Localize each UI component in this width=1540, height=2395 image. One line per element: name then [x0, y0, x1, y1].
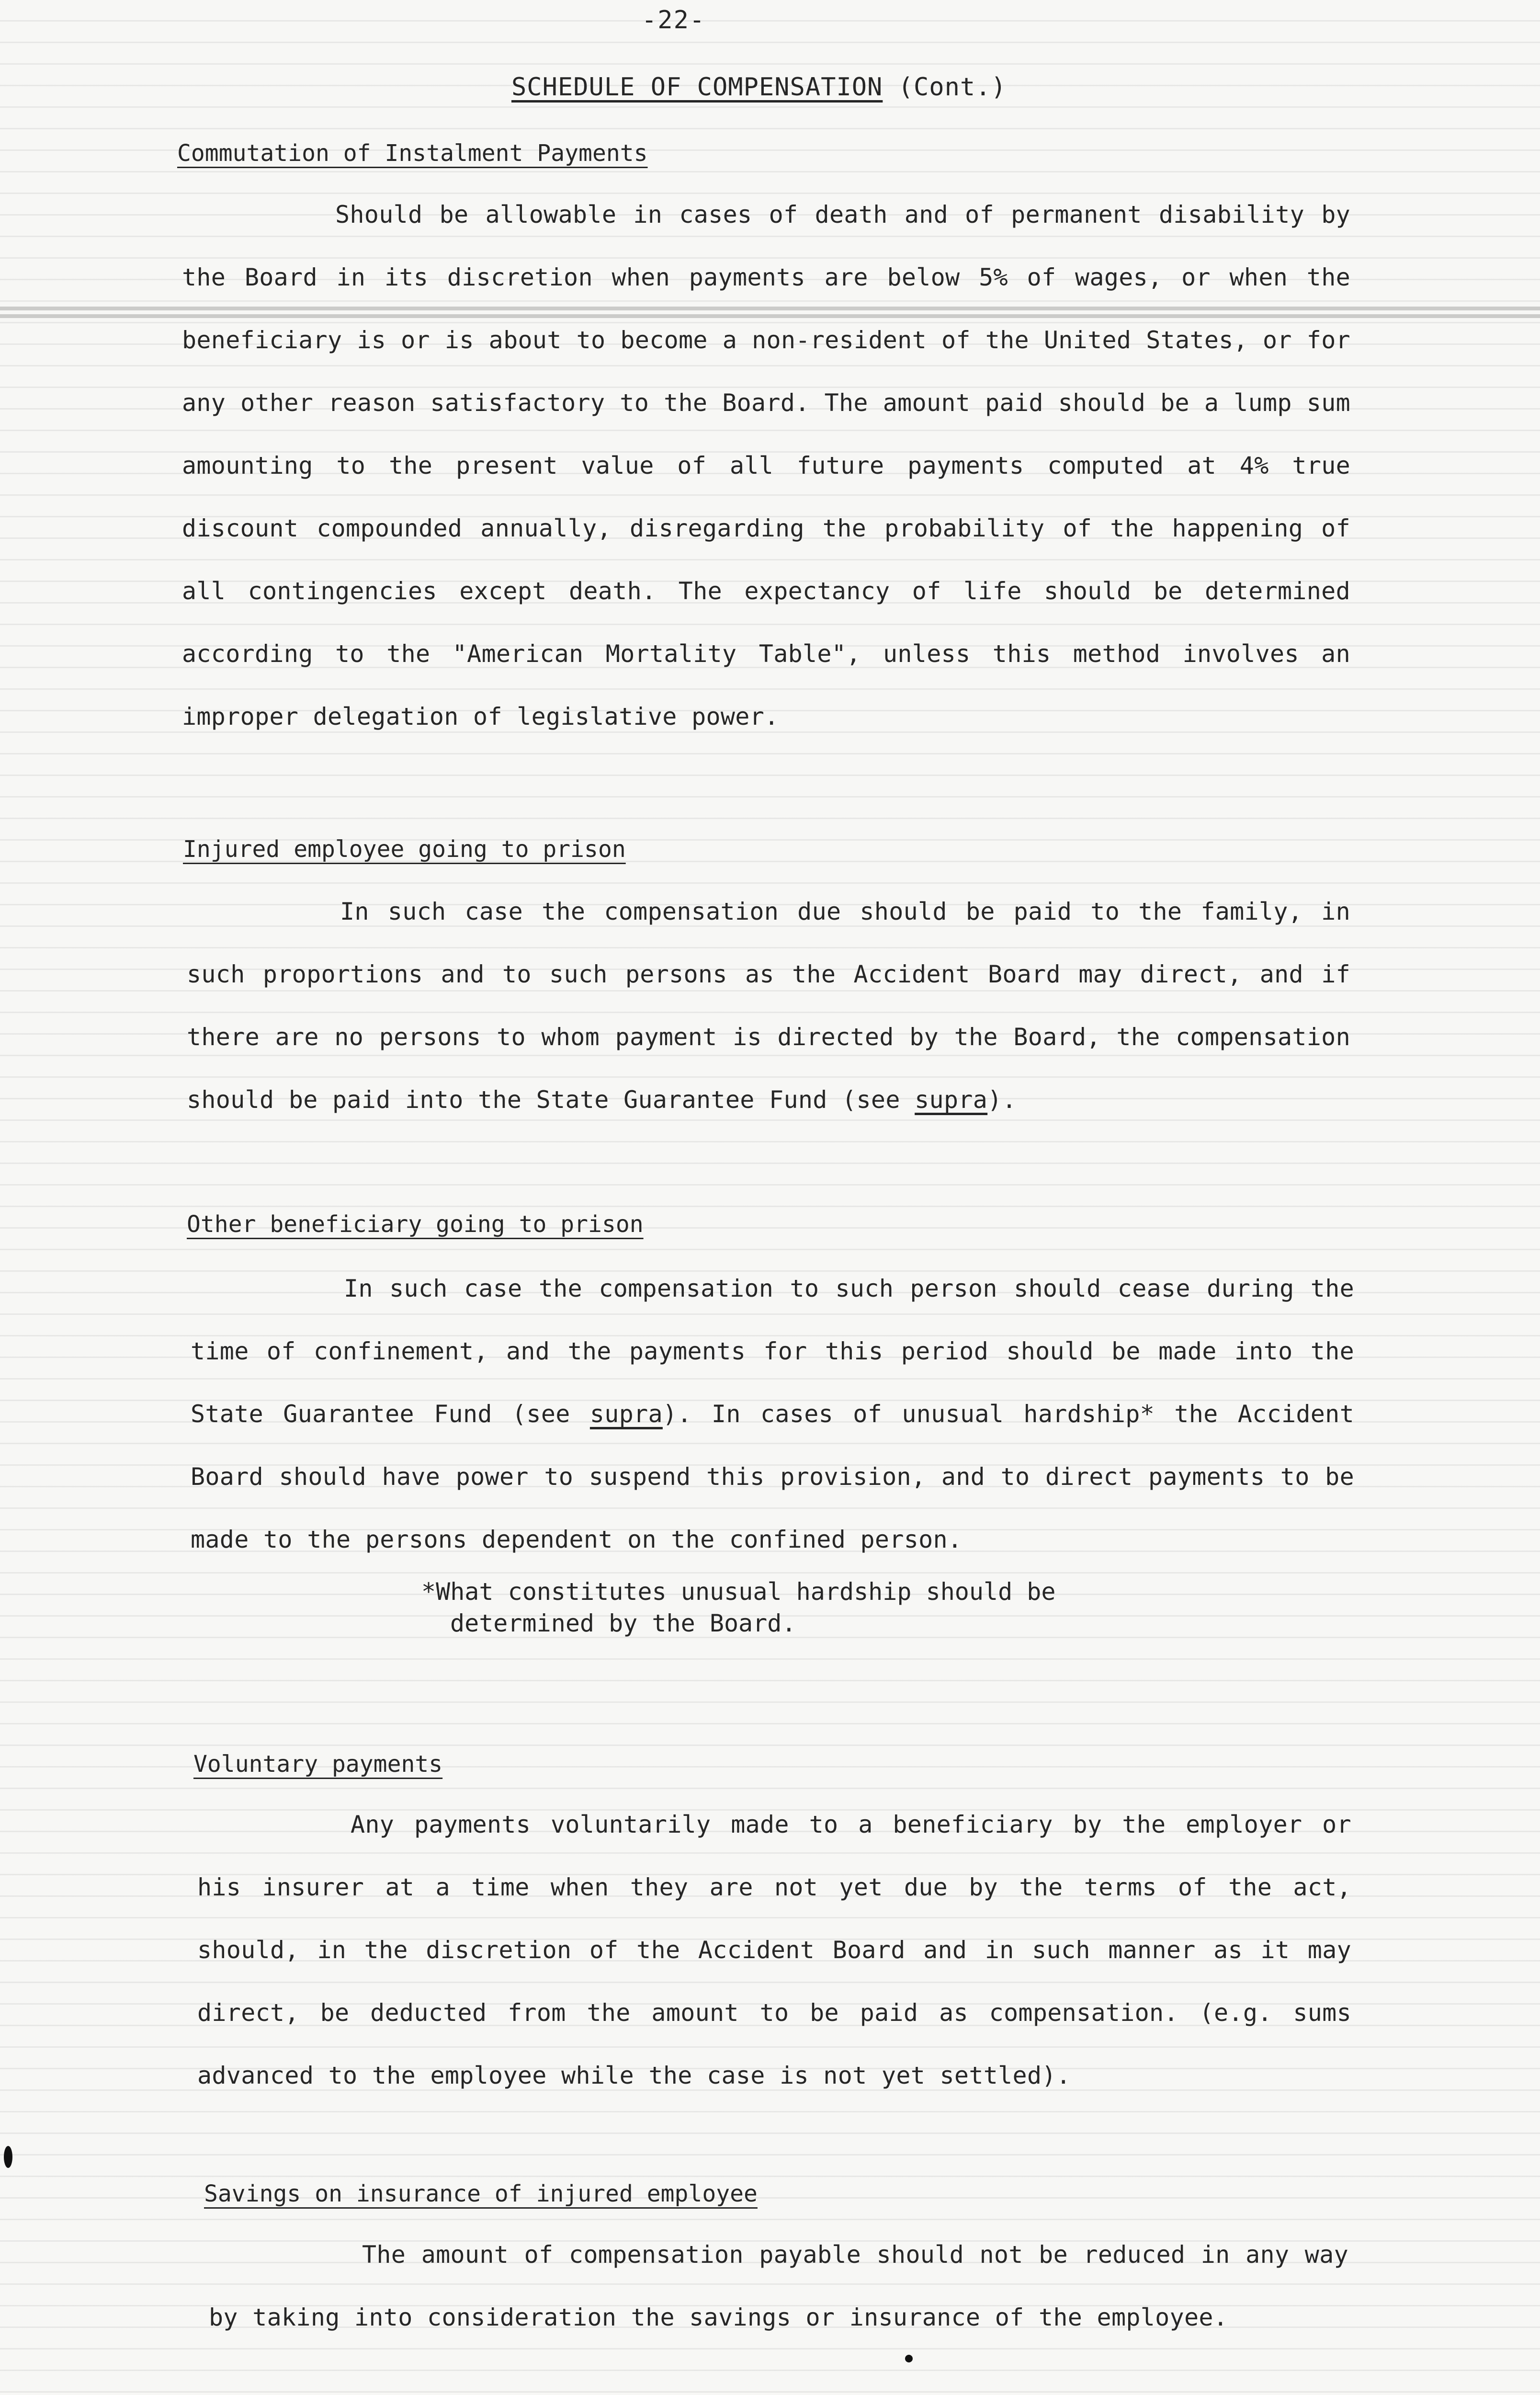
- section-heading: Savings on insurance of injured employee: [204, 2180, 758, 2207]
- title-main: SCHEDULE OF COMPENSATION: [511, 73, 883, 102]
- title-suffix: (Cont.): [898, 73, 1007, 102]
- section-body: The amount of compensation payable should not be reduced in any way by taking into consideration the savings or insurance of the employee.: [209, 2241, 1348, 2331]
- body-text: ). In cases of unusual hardship* the Accident Board should have power to suspend this provision, and to direct payments to be made to the persons dependent on the confined person.: [191, 1400, 1354, 1553]
- ink-dot: [905, 2355, 913, 2362]
- footnote-line: determined by the Board.: [450, 1609, 796, 1637]
- ink-smudge: [4, 2146, 12, 2168]
- section-heading: Voluntary payments: [193, 1751, 443, 1778]
- section-body: [187, 880, 1350, 1131]
- section-heading: Injured employee going to prison: [183, 836, 626, 863]
- body-text: In such case the compensation due should be paid to the family, in such proportions and to such persons as the Accident Board may direct, and if there are no persons to whom payment is directed by the Board, the compensation should be paid into the State Guarantee Fund (see: [187, 898, 1350, 1114]
- body-text: In such case the compensation to such person should cease during the time of confinement, and the payments for this period should be made into the State Guarantee Fund (see: [191, 1275, 1354, 1428]
- body-reference: supra: [589, 1400, 663, 1428]
- section-body: Should be allowable in cases of death and of permanent disability by the Board in its discretion when payments are below 5% of wages, or when the beneficiary is or is about to become a non-resident of the United States, or for any other reason satisfactory to the Board. The amount paid should be a lump sum amounting to the present value of all future payments computed at 4% true discount compounded annually, disregarding the probability of the happening of all contingencies except death. The expectancy of life should be determined according to the "American Mortality Table", unless this method involves an improper delegation of legislative power.: [182, 201, 1350, 730]
- body-text: ).: [987, 1086, 1017, 1114]
- footnote: [421, 1576, 1140, 1639]
- section-body: Any payments voluntarily made to a beneficiary by the employer or his insurer at a time when they are not yet due by the terms of the act, should, in the discretion of the Accident Board and in such manner as it may direct, be deducted from the amount to be paid as compensation. (e.g. sums advanced to the employee while the case is not yet settled).: [197, 1811, 1351, 2089]
- section-body: [191, 1257, 1354, 1571]
- page-title: [511, 73, 1007, 102]
- page-number: -22-: [642, 6, 706, 34]
- section-heading: Commutation of Instalment Payments: [177, 140, 648, 167]
- section-heading: Other beneficiary going to prison: [187, 1211, 644, 1238]
- footnote-line: *What constitutes unusual hardship should be: [421, 1578, 1056, 1606]
- body-reference: supra: [915, 1086, 988, 1114]
